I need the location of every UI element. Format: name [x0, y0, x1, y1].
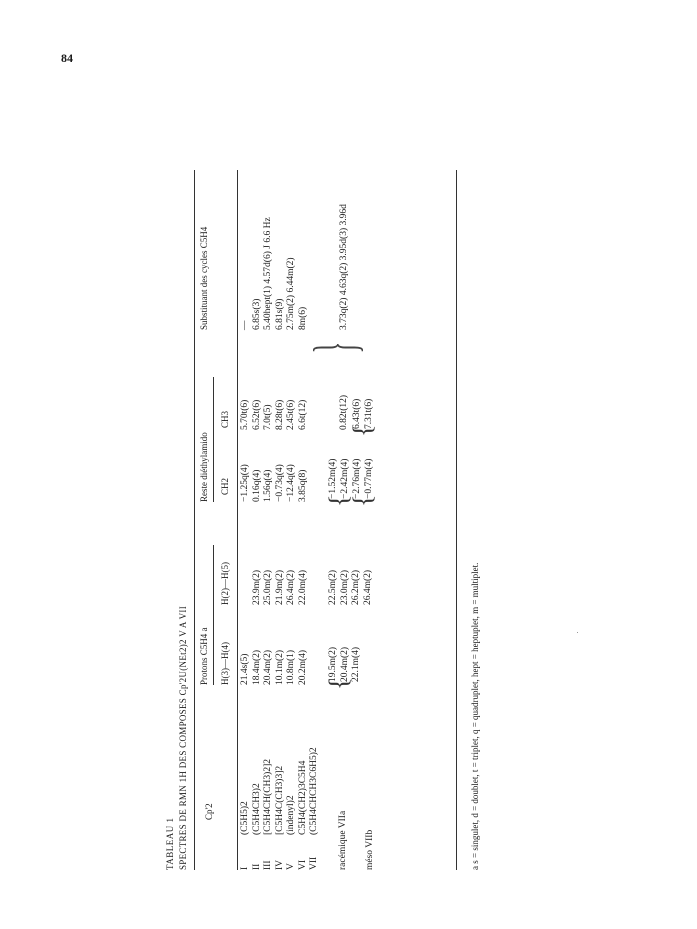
row-formula: [C5H4CH(CH3)2]2	[263, 759, 273, 835]
header-substituant: Substituant des cycles C5H4	[199, 226, 209, 330]
cell-h34: 20.4m(2)	[263, 649, 273, 685]
vii-a-label: racémique VIIa	[338, 810, 348, 870]
cell-h25: 23.0m(2)	[339, 569, 350, 605]
header-protons-group: Protons C5H4 a	[199, 627, 209, 685]
ch2-column	[240, 464, 309, 502]
rotated-table-block	[165, 140, 505, 880]
header-h25: H(2)—H(5)	[220, 562, 230, 605]
row-id: VII	[309, 856, 319, 870]
cell-sub: 2.75m(2) 6.44m(2)	[286, 257, 296, 330]
cell-h25: 22.0m(4)	[297, 569, 308, 605]
row-formula: [C5H4C(CH3)3]2	[274, 765, 285, 835]
reste-group-rule	[213, 377, 214, 502]
row-id: VI	[297, 859, 308, 870]
table-subtitle: SPECTRES DE RMN 1H DES COMPOSES Cp'2U(NEt2)2 V A VII	[178, 605, 188, 870]
cell-ch2: −2.42m(4)	[339, 458, 350, 499]
cell-ch3: 6.52t(6)	[251, 399, 262, 430]
row-id: III	[263, 860, 273, 870]
row-id: IV	[274, 859, 285, 870]
cell-ch3: 2.45t(6)	[286, 399, 296, 430]
row-formula: (C5H4CH3)2	[251, 783, 262, 835]
row-formula: (C5H5)2	[240, 801, 250, 835]
vii-a-ch2	[328, 459, 351, 499]
brace-ch3-b: {	[348, 424, 377, 437]
cell-h25: 26.4m(2)	[362, 569, 373, 605]
protons-group-rule	[213, 545, 214, 685]
cell-h25: 26.2m(2)	[351, 569, 361, 605]
cell-ch3: 7.0t(5)	[263, 404, 273, 430]
cell-h34: 10.1m(2)	[274, 649, 285, 685]
h34-column	[240, 650, 309, 685]
header-h34: H(3)—H(4)	[220, 642, 230, 685]
cell-sub: 5.40hept(1) 4.57d(6) J 6.6 Hz	[263, 217, 273, 330]
vii-b-ch2	[352, 459, 375, 499]
header-bottom-rule	[237, 170, 238, 870]
table-top-rule	[194, 170, 195, 870]
header-reste-group: Reste diéthylamido	[199, 432, 209, 502]
cell-h25: 26.4m(2)	[286, 569, 296, 605]
vii-b-label: méso VIIb	[365, 829, 375, 870]
cell-h25: 25.0m(2)	[263, 569, 273, 605]
cell-h25: 21.9m(2)	[274, 569, 285, 605]
scan-speck	[577, 632, 578, 633]
vii-a-ch3: 0.82t(12)	[339, 394, 349, 430]
vii-substituant: 3.73q(2) 4.63q(2) 3.95d(3) 3.96d	[339, 204, 349, 330]
h25-column	[240, 570, 309, 605]
cell-h34: 18.4m(2)	[251, 649, 262, 685]
formula-column	[240, 747, 321, 835]
table-title: TABLEAU 1	[165, 817, 175, 870]
cell-ch2: −1.52m(4)	[328, 458, 338, 499]
substituant-column	[240, 217, 309, 330]
vii-a-h25	[328, 570, 374, 605]
table-footnote: a s = singulet, d = doublet, t = triplet, q = quadruplet, hept = heptuplet, m = multiplet.	[470, 562, 480, 870]
brace-ch2-b: {	[348, 494, 377, 507]
cell-h34: 10.8m(1)	[286, 649, 296, 685]
cell-ch2: −1.25q(4)	[240, 464, 250, 502]
cell-ch3: 6.6t(12)	[297, 399, 308, 430]
row-formula: (indenyl)2	[286, 795, 296, 835]
cell-h25-empty	[240, 570, 252, 605]
row-id: I	[240, 866, 250, 870]
cell-ch2: −0.77m(4)	[363, 458, 374, 499]
brace-h34: {	[324, 677, 353, 690]
cell-h34: 19.5m(2)	[328, 646, 338, 682]
vii-b-ch3	[352, 399, 375, 429]
cell-ch2: 0.16q(4)	[251, 469, 262, 502]
cell-h25: 23.9m(2)	[251, 569, 262, 605]
row-formula: C5H4(CH2)3C5H4	[297, 760, 308, 835]
cell-h34: 21.4s(5)	[240, 653, 250, 685]
cell-h25: 22.5m(2)	[328, 569, 338, 605]
cell-ch2: −0.73q(4)	[274, 464, 285, 502]
page-number: 84	[61, 51, 73, 65]
cell-h34: 20.2m(4)	[297, 649, 308, 685]
vii-a-h34	[328, 647, 363, 682]
cell-ch3: 6.43t(6)	[352, 398, 362, 429]
row-id: II	[251, 863, 262, 870]
header-cp: Cp'2	[204, 803, 214, 820]
cell-ch3: 8.28t(6)	[274, 399, 285, 430]
header-ch3: CH3	[220, 410, 230, 428]
cell-h34: 22.1m(4)	[351, 646, 361, 682]
row-formula: (C5H4CHCH3C6H5)2	[309, 747, 319, 835]
cell-ch3: 7.31t(6)	[363, 398, 374, 429]
cell-sub: 6.81s(9)	[274, 298, 285, 330]
brace-substituant: }	[302, 341, 368, 354]
ch3-column	[240, 400, 309, 430]
brace-ch2-a: {	[324, 494, 353, 507]
cell-ch2: 1.56q(4)	[263, 469, 273, 502]
row-id: V	[286, 863, 296, 870]
cell-sub: —	[240, 320, 250, 330]
header-ch2: CH2	[220, 477, 230, 495]
cell-ch3: 5.70t(6)	[240, 399, 250, 430]
cell-ch2: 3.85q(8)	[297, 469, 308, 502]
table-bottom-rule	[456, 170, 457, 870]
cell-sub: 8m(6)	[297, 306, 308, 330]
cell-ch2: −2.76m(4)	[352, 458, 362, 499]
cell-ch2: −12.4q(4)	[286, 464, 296, 502]
cell-sub: 6.85s(3)	[251, 298, 262, 330]
table-row	[240, 857, 321, 870]
cell-h34: 20.4m(2)	[339, 646, 350, 682]
